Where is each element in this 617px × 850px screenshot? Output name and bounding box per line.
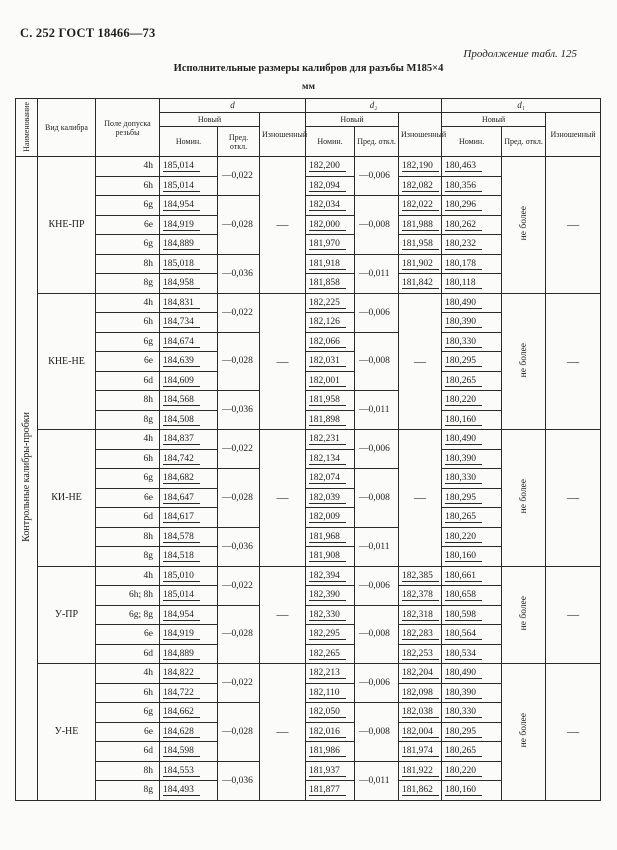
header-d-novy: Новый bbox=[160, 113, 260, 127]
d2-tolerance: —0,006 bbox=[355, 664, 399, 703]
d-nominal: 184,617 bbox=[160, 508, 218, 528]
d1-nominal: 180,265 bbox=[442, 508, 502, 528]
d1-nominal: 180,661 bbox=[442, 566, 502, 586]
d1-nominal: 180,330 bbox=[442, 469, 502, 489]
d-nominal: 184,662 bbox=[160, 703, 218, 723]
d1-nominal: 180,390 bbox=[442, 449, 502, 469]
d-nominal: 184,889 bbox=[160, 644, 218, 664]
tolerance-field: 4h bbox=[96, 430, 160, 450]
d2-nominal: 182,074 bbox=[306, 469, 355, 489]
unit-label: мм bbox=[302, 82, 315, 92]
d2-nominal: 181,937 bbox=[306, 761, 355, 781]
tolerance-field: 4h bbox=[96, 293, 160, 313]
d-nominal: 184,609 bbox=[160, 371, 218, 391]
d2-nominal: 182,066 bbox=[306, 332, 355, 352]
d2-nominal: 181,918 bbox=[306, 254, 355, 274]
d-nominal: 185,014 bbox=[160, 586, 218, 606]
d2-worn: 181,902 bbox=[399, 254, 442, 274]
tolerance-field: 6d bbox=[96, 644, 160, 664]
d2-nominal: 182,001 bbox=[306, 371, 355, 391]
calibre-name: КИ-НЕ bbox=[38, 430, 96, 567]
table-row bbox=[16, 430, 601, 450]
d-nominal: 184,674 bbox=[160, 332, 218, 352]
d2-worn: 182,098 bbox=[399, 683, 442, 703]
tolerance-field: 6e bbox=[96, 352, 160, 372]
d-nominal: 184,954 bbox=[160, 196, 218, 216]
d1-nominal: 180,178 bbox=[442, 254, 502, 274]
d-worn: — bbox=[260, 157, 306, 294]
d1-nominal: 180,220 bbox=[442, 527, 502, 547]
d2-nominal: 182,225 bbox=[306, 293, 355, 313]
d2-nominal: 182,265 bbox=[306, 644, 355, 664]
d-tolerance: —0,028 bbox=[218, 703, 260, 762]
tolerance-field: 6e bbox=[96, 625, 160, 645]
d-worn: — bbox=[260, 430, 306, 567]
d1-limit: не более bbox=[502, 293, 546, 430]
group-label: Контрольные калибры-пробки bbox=[16, 157, 38, 801]
d2-tolerance: —0,008 bbox=[355, 196, 399, 255]
d1-nominal: 180,490 bbox=[442, 664, 502, 684]
d1-nominal: 180,490 bbox=[442, 430, 502, 450]
calibre-name: КНЕ-НЕ bbox=[38, 293, 96, 430]
header-d1-pred: Пред. откл. bbox=[502, 127, 546, 157]
table-row bbox=[16, 566, 601, 586]
d2-worn: 182,385 bbox=[399, 566, 442, 586]
d-tolerance: —0,022 bbox=[218, 293, 260, 332]
d2-worn: 182,190 bbox=[399, 157, 442, 177]
table-body bbox=[16, 157, 601, 801]
header-d2-pred: Пред. откл. bbox=[355, 127, 399, 157]
table-row bbox=[16, 664, 601, 684]
tolerance-field: 6h bbox=[96, 449, 160, 469]
tolerance-field: 6g bbox=[96, 235, 160, 255]
d2-tolerance: —0,011 bbox=[355, 391, 399, 430]
d1-nominal: 180,160 bbox=[442, 781, 502, 801]
d2-nominal: 182,213 bbox=[306, 664, 355, 684]
d-nominal: 185,010 bbox=[160, 566, 218, 586]
d-nominal: 184,647 bbox=[160, 488, 218, 508]
calibre-name: У-ПР bbox=[38, 566, 96, 664]
d-tolerance: —0,022 bbox=[218, 566, 260, 605]
header-d1: d₁ bbox=[442, 99, 601, 113]
header-d-iznosh: Изношенный bbox=[260, 113, 306, 157]
d2-tolerance: —0,011 bbox=[355, 761, 399, 800]
d-tolerance: —0,022 bbox=[218, 664, 260, 703]
d1-nominal: 180,265 bbox=[442, 371, 502, 391]
d2-tolerance: —0,008 bbox=[355, 605, 399, 664]
d2-tolerance: —0,006 bbox=[355, 157, 399, 196]
d2-nominal: 182,200 bbox=[306, 157, 355, 177]
d2-worn: 181,842 bbox=[399, 274, 442, 294]
d2-worn: 181,974 bbox=[399, 742, 442, 762]
tolerance-field: 6h bbox=[96, 683, 160, 703]
d-nominal: 184,639 bbox=[160, 352, 218, 372]
d1-nominal: 180,220 bbox=[442, 761, 502, 781]
header-naim: Наименование bbox=[16, 99, 38, 157]
calibre-table bbox=[15, 98, 601, 801]
d-nominal: 184,553 bbox=[160, 761, 218, 781]
tolerance-field: 8h bbox=[96, 527, 160, 547]
table-row bbox=[16, 293, 601, 313]
d-tolerance: —0,036 bbox=[218, 391, 260, 430]
d2-tolerance: —0,008 bbox=[355, 332, 399, 391]
d2-nominal: 182,126 bbox=[306, 313, 355, 333]
calibre-name: КНЕ-ПР bbox=[38, 157, 96, 294]
d-tolerance: —0,036 bbox=[218, 254, 260, 293]
table-head bbox=[16, 99, 601, 157]
d1-nominal: 180,390 bbox=[442, 313, 502, 333]
d-tolerance: —0,022 bbox=[218, 430, 260, 469]
d-tolerance: —0,028 bbox=[218, 196, 260, 255]
d2-nominal: 181,970 bbox=[306, 235, 355, 255]
tolerance-field: 6e bbox=[96, 215, 160, 235]
tolerance-field: 6g bbox=[96, 196, 160, 216]
d1-limit: не более bbox=[502, 430, 546, 567]
d2-nominal: 182,134 bbox=[306, 449, 355, 469]
tolerance-field: 6h bbox=[96, 313, 160, 333]
d-nominal: 185,014 bbox=[160, 176, 218, 196]
tolerance-field: 6g bbox=[96, 332, 160, 352]
d2-nominal: 182,034 bbox=[306, 196, 355, 216]
tolerance-field: 4h bbox=[96, 157, 160, 177]
d2-nominal: 182,039 bbox=[306, 488, 355, 508]
d-nominal: 184,742 bbox=[160, 449, 218, 469]
d1-limit: не более bbox=[502, 157, 546, 294]
d2-worn: 181,922 bbox=[399, 761, 442, 781]
tolerance-field: 6g bbox=[96, 469, 160, 489]
d1-limit: не более bbox=[502, 664, 546, 801]
d-nominal: 184,508 bbox=[160, 410, 218, 430]
d-nominal: 184,919 bbox=[160, 625, 218, 645]
d1-nominal: 180,658 bbox=[442, 586, 502, 606]
header-d2-nomin: Номин. bbox=[306, 127, 355, 157]
tolerance-field: 8h bbox=[96, 391, 160, 411]
page-header: С. 252 ГОСТ 18466—73 bbox=[20, 26, 156, 40]
d2-nominal: 182,390 bbox=[306, 586, 355, 606]
d2-nominal: 182,231 bbox=[306, 430, 355, 450]
d1-nominal: 180,232 bbox=[442, 235, 502, 255]
d2-worn: 182,004 bbox=[399, 722, 442, 742]
tolerance-field: 6e bbox=[96, 488, 160, 508]
tolerance-field: 6d bbox=[96, 742, 160, 762]
d-tolerance: —0,036 bbox=[218, 761, 260, 800]
d2-nominal: 181,898 bbox=[306, 410, 355, 430]
d2-tolerance: —0,011 bbox=[355, 527, 399, 566]
d2-worn: 182,082 bbox=[399, 176, 442, 196]
header-d2: d₂ bbox=[306, 99, 442, 113]
tolerance-field: 8g bbox=[96, 781, 160, 801]
d2-nominal: 182,330 bbox=[306, 605, 355, 625]
d-nominal: 184,493 bbox=[160, 781, 218, 801]
d1-nominal: 180,295 bbox=[442, 352, 502, 372]
d2-nominal: 182,394 bbox=[306, 566, 355, 586]
tolerance-field: 6h bbox=[96, 176, 160, 196]
header-d2-iznosh: Изношенный bbox=[399, 113, 442, 157]
d2-worn: 182,318 bbox=[399, 605, 442, 625]
tolerance-field: 8g bbox=[96, 274, 160, 294]
d1-nominal: 180,265 bbox=[442, 742, 502, 762]
d-nominal: 184,518 bbox=[160, 547, 218, 567]
d-nominal: 184,578 bbox=[160, 527, 218, 547]
header-vid: Вид калибра bbox=[38, 99, 96, 157]
d1-nominal: 180,262 bbox=[442, 215, 502, 235]
table-continuation: Продолжение табл. 125 bbox=[463, 48, 577, 60]
d-nominal: 184,919 bbox=[160, 215, 218, 235]
d-nominal: 185,018 bbox=[160, 254, 218, 274]
d2-worn: 181,988 bbox=[399, 215, 442, 235]
d-nominal: 184,831 bbox=[160, 293, 218, 313]
d-nominal: 184,958 bbox=[160, 274, 218, 294]
header-pole: Поле допуска резьбы bbox=[96, 99, 160, 157]
d-nominal: 184,837 bbox=[160, 430, 218, 450]
d2-worn: 182,038 bbox=[399, 703, 442, 723]
tolerance-field: 8g bbox=[96, 547, 160, 567]
d1-nominal: 180,356 bbox=[442, 176, 502, 196]
d-worn: — bbox=[260, 664, 306, 801]
tolerance-field: 6d bbox=[96, 371, 160, 391]
d2-worn: 181,862 bbox=[399, 781, 442, 801]
d-nominal: 184,598 bbox=[160, 742, 218, 762]
tolerance-field: 6e bbox=[96, 722, 160, 742]
d1-nominal: 180,118 bbox=[442, 274, 502, 294]
table-row bbox=[16, 157, 601, 177]
d-worn: — bbox=[260, 293, 306, 430]
tolerance-field: 4h bbox=[96, 664, 160, 684]
d2-nominal: 182,094 bbox=[306, 176, 355, 196]
header-d1-iznosh: Изношенный bbox=[546, 113, 601, 157]
d2-nominal: 182,016 bbox=[306, 722, 355, 742]
tolerance-field: 6d bbox=[96, 508, 160, 528]
tolerance-field: 6g bbox=[96, 703, 160, 723]
d1-limit: не более bbox=[502, 566, 546, 664]
tolerance-field: 4h bbox=[96, 566, 160, 586]
d1-nominal: 180,295 bbox=[442, 488, 502, 508]
d-nominal: 184,734 bbox=[160, 313, 218, 333]
d2-tolerance: —0,008 bbox=[355, 469, 399, 528]
d1-worn: — bbox=[546, 430, 601, 567]
d2-nominal: 181,908 bbox=[306, 547, 355, 567]
d2-worn: 182,283 bbox=[399, 625, 442, 645]
d2-nominal: 182,050 bbox=[306, 703, 355, 723]
d2-nominal: 181,858 bbox=[306, 274, 355, 294]
d2-nominal: 182,000 bbox=[306, 215, 355, 235]
calibre-name: У-НЕ bbox=[38, 664, 96, 801]
header-d2-novy: Новый bbox=[306, 113, 399, 127]
d2-nominal: 182,295 bbox=[306, 625, 355, 645]
tolerance-field: 8g bbox=[96, 410, 160, 430]
d2-tolerance: —0,006 bbox=[355, 293, 399, 332]
d-nominal: 184,822 bbox=[160, 664, 218, 684]
d1-nominal: 180,296 bbox=[442, 196, 502, 216]
d2-nominal: 181,968 bbox=[306, 527, 355, 547]
tolerance-field: 6h; 8h bbox=[96, 586, 160, 606]
d-tolerance: —0,028 bbox=[218, 469, 260, 528]
d1-nominal: 180,160 bbox=[442, 547, 502, 567]
d-worn: — bbox=[260, 566, 306, 664]
d2-worn: 182,253 bbox=[399, 644, 442, 664]
d2-worn: 182,022 bbox=[399, 196, 442, 216]
header-d1-novy: Новый bbox=[442, 113, 546, 127]
d2-nominal: 182,031 bbox=[306, 352, 355, 372]
d2-worn: 182,378 bbox=[399, 586, 442, 606]
header-d: d bbox=[160, 99, 306, 113]
d1-worn: — bbox=[546, 664, 601, 801]
d2-worn: 182,204 bbox=[399, 664, 442, 684]
d1-nominal: 180,330 bbox=[442, 332, 502, 352]
d1-nominal: 180,463 bbox=[442, 157, 502, 177]
d1-worn: — bbox=[546, 566, 601, 664]
d2-nominal: 181,986 bbox=[306, 742, 355, 762]
d1-nominal: 180,390 bbox=[442, 683, 502, 703]
d1-nominal: 180,490 bbox=[442, 293, 502, 313]
header-d-nomin: Номин. bbox=[160, 127, 218, 157]
d1-worn: — bbox=[546, 157, 601, 294]
tolerance-field: 8h bbox=[96, 254, 160, 274]
d2-tolerance: —0,006 bbox=[355, 566, 399, 605]
d-nominal: 184,682 bbox=[160, 469, 218, 489]
header-d1-nomin: Номин. bbox=[442, 127, 502, 157]
d1-nominal: 180,534 bbox=[442, 644, 502, 664]
d2-tolerance: —0,008 bbox=[355, 703, 399, 762]
d2-worn: 181,958 bbox=[399, 235, 442, 255]
d2-tolerance: —0,011 bbox=[355, 254, 399, 293]
header-d-pred: Пред. откл. bbox=[218, 127, 260, 157]
d1-nominal: 180,598 bbox=[442, 605, 502, 625]
d2-worn: — bbox=[399, 430, 442, 567]
d-nominal: 184,628 bbox=[160, 722, 218, 742]
d-tolerance: —0,028 bbox=[218, 332, 260, 391]
d-nominal: 184,722 bbox=[160, 683, 218, 703]
d1-nominal: 180,564 bbox=[442, 625, 502, 645]
d2-nominal: 182,110 bbox=[306, 683, 355, 703]
d2-nominal: 181,877 bbox=[306, 781, 355, 801]
table-caption: Исполнительные размеры калибров для разъбы М185×4 bbox=[173, 63, 444, 74]
d-tolerance: —0,022 bbox=[218, 157, 260, 196]
d-tolerance: —0,036 bbox=[218, 527, 260, 566]
d1-nominal: 180,295 bbox=[442, 722, 502, 742]
tolerance-field: 8h bbox=[96, 761, 160, 781]
d1-nominal: 180,220 bbox=[442, 391, 502, 411]
tolerance-field: 6g; 8g bbox=[96, 605, 160, 625]
d2-tolerance: —0,006 bbox=[355, 430, 399, 469]
d-nominal: 184,889 bbox=[160, 235, 218, 255]
d-tolerance: —0,028 bbox=[218, 605, 260, 664]
d2-worn: — bbox=[399, 293, 442, 430]
d1-nominal: 180,160 bbox=[442, 410, 502, 430]
d1-worn: — bbox=[546, 293, 601, 430]
d1-nominal: 180,330 bbox=[442, 703, 502, 723]
d-nominal: 184,954 bbox=[160, 605, 218, 625]
d2-nominal: 182,009 bbox=[306, 508, 355, 528]
d-nominal: 185,014 bbox=[160, 157, 218, 177]
d-nominal: 184,568 bbox=[160, 391, 218, 411]
d2-nominal: 181,958 bbox=[306, 391, 355, 411]
